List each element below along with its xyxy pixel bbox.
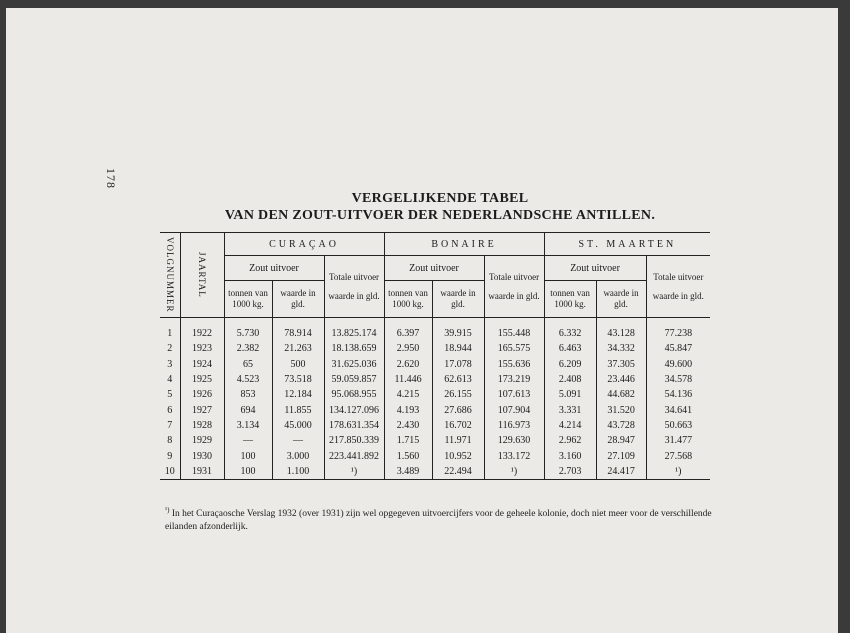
cell-cur-w: 73.518 xyxy=(272,372,324,387)
cell-cur-t: 5.730 xyxy=(224,318,272,342)
cell-cur-w: 11.855 xyxy=(272,402,324,417)
header-jaartal: JAARTAL xyxy=(180,233,224,318)
header-tonnen-curacao: tonnen van 1000 kg. xyxy=(224,281,272,318)
cell-nr: 4 xyxy=(167,374,173,386)
table-row xyxy=(160,387,710,402)
cell-bon-t: 4.215 xyxy=(384,387,432,402)
cell-stm-t: 5.091 xyxy=(544,387,596,402)
header-waarde-st-maarten: waarde in gld. xyxy=(596,281,646,318)
cell-stm-tot: 54.136 xyxy=(646,387,710,402)
cell-bon-t: 3.489 xyxy=(384,464,432,480)
cell-bon-tot: 155.636 xyxy=(484,357,544,372)
cell-bon-t: 4.193 xyxy=(384,402,432,417)
header-region-curacao: CURAÇAO xyxy=(224,233,384,256)
header-waarde-bonaire: waarde in gld. xyxy=(432,281,484,318)
cell-stm-t: 2.408 xyxy=(544,372,596,387)
header-tonnen-bonaire: tonnen van 1000 kg. xyxy=(384,281,432,318)
table-row xyxy=(160,464,710,480)
cell-cur-tot: 223.441.892 xyxy=(324,448,384,463)
cell-jaar: 1931 xyxy=(180,464,224,480)
cell-stm-t: 6.332 xyxy=(544,318,596,342)
cell-nr: 3 xyxy=(167,358,173,370)
cell-bon-tot: 107.904 xyxy=(484,402,544,417)
cell-stm-w: 23.446 xyxy=(596,372,646,387)
header-waarde-curacao: waarde in gld. xyxy=(272,281,324,318)
cell-bon-w: 22.494 xyxy=(432,464,484,480)
cell-cur-tot: 178.631.354 xyxy=(324,418,384,433)
cell-cur-w: 12.184 xyxy=(272,387,324,402)
cell-jaar: 1923 xyxy=(180,341,224,356)
cell-stm-w: 27.109 xyxy=(596,448,646,463)
cell-stm-tot: ¹) xyxy=(646,464,710,480)
cell-cur-w: 45.000 xyxy=(272,418,324,433)
cell-bon-w: 17.078 xyxy=(432,357,484,372)
header-region-bonaire: BONAIRE xyxy=(384,233,544,256)
cell-bon-w: 18.944 xyxy=(432,341,484,356)
cell-bon-t: 1.715 xyxy=(384,433,432,448)
table-body xyxy=(160,318,710,480)
cell-stm-tot: 45.847 xyxy=(646,341,710,356)
cell-bon-t: 1.560 xyxy=(384,448,432,463)
cell-stm-tot: 49.600 xyxy=(646,357,710,372)
cell-cur-t: 100 xyxy=(224,448,272,463)
header-zout-uitvoer-st-maarten: Zout uitvoer xyxy=(544,256,646,281)
header-volgnummer: VOLGNUMMER xyxy=(160,233,180,318)
table-row xyxy=(160,357,710,372)
cell-cur-t: 100 xyxy=(224,464,272,480)
cell-cur-w: 500 xyxy=(272,357,324,372)
cell-cur-t: — xyxy=(224,433,272,448)
cell-stm-w: 28.947 xyxy=(596,433,646,448)
cell-stm-w: 43.728 xyxy=(596,418,646,433)
cell-stm-t: 3.331 xyxy=(544,402,596,417)
cell-bon-tot: 129.630 xyxy=(484,433,544,448)
cell-cur-t: 3.134 xyxy=(224,418,272,433)
cell-stm-t: 3.160 xyxy=(544,448,596,463)
cell-cur-w: 3.000 xyxy=(272,448,324,463)
cell-bon-w: 27.686 xyxy=(432,402,484,417)
header-zout-uitvoer-bonaire: Zout uitvoer xyxy=(384,256,484,281)
cell-stm-w: 37.305 xyxy=(596,357,646,372)
cell-stm-tot: 77.238 xyxy=(646,318,710,342)
cell-bon-t: 2.430 xyxy=(384,418,432,433)
cell-stm-t: 2.962 xyxy=(544,433,596,448)
cell-cur-t: 853 xyxy=(224,387,272,402)
cell-stm-tot: 34.578 xyxy=(646,372,710,387)
header-region-st-maarten: ST. MAARTEN xyxy=(544,233,710,256)
cell-bon-t: 11.446 xyxy=(384,372,432,387)
cell-nr: 9 xyxy=(167,450,173,462)
cell-cur-t: 4.523 xyxy=(224,372,272,387)
cell-bon-w: 39.915 xyxy=(432,318,484,342)
cell-cur-t: 65 xyxy=(224,357,272,372)
cell-jaar: 1926 xyxy=(180,387,224,402)
cell-stm-tot: 31.477 xyxy=(646,433,710,448)
cell-stm-w: 34.332 xyxy=(596,341,646,356)
cell-stm-tot: 50.663 xyxy=(646,418,710,433)
cell-bon-tot: 173.219 xyxy=(484,372,544,387)
header-zout-uitvoer-curacao: Zout uitvoer xyxy=(224,256,324,281)
cell-bon-tot: 165.575 xyxy=(484,341,544,356)
header-totale-uitvoer-curacao: Totale uitvoer waarde in gld. xyxy=(324,256,384,318)
cell-cur-tot: ¹) xyxy=(324,464,384,480)
cell-bon-tot: ¹) xyxy=(484,464,544,480)
cell-cur-w: 1.100 xyxy=(272,464,324,480)
footnote xyxy=(165,504,713,534)
cell-jaar: 1922 xyxy=(180,318,224,342)
footnote-text: In het Curaçaosche Verslag 1932 (over 1931) zijn wel opgegeven uitvoercijfers voor de geheele kolonie, doch niet meer voor de verschillende eilanden afzonderlijk. xyxy=(165,509,712,533)
cell-stm-t: 6.463 xyxy=(544,341,596,356)
header-totale-uitvoer-st-maarten: Totale uitvoer waarde in gld. xyxy=(646,256,710,318)
cell-cur-w: 21.263 xyxy=(272,341,324,356)
cell-jaar: 1925 xyxy=(180,372,224,387)
table-row xyxy=(160,341,710,356)
cell-stm-tot: 27.568 xyxy=(646,448,710,463)
cell-cur-tot: 18.138.659 xyxy=(324,341,384,356)
cell-stm-w: 43.128 xyxy=(596,318,646,342)
page-number: 178 xyxy=(104,168,118,189)
cell-nr: 2 xyxy=(167,343,173,355)
header-tonnen-st-maarten: tonnen van 1000 kg. xyxy=(544,281,596,318)
cell-bon-w: 11.971 xyxy=(432,433,484,448)
cell-cur-t: 2.382 xyxy=(224,341,272,356)
header-totale-uitvoer-bonaire: Totale uitvoer waarde in gld. xyxy=(484,256,544,318)
cell-cur-t: 694 xyxy=(224,402,272,417)
cell-bon-w: 26.155 xyxy=(432,387,484,402)
cell-stm-t: 6.209 xyxy=(544,357,596,372)
table-row xyxy=(160,418,710,433)
table-title-line-1: VERGELIJKENDE TABEL xyxy=(351,191,529,206)
cell-stm-tot: 34.641 xyxy=(646,402,710,417)
cell-bon-t: 2.950 xyxy=(384,341,432,356)
cell-nr: 6 xyxy=(167,404,173,416)
table-row xyxy=(160,402,710,417)
cell-jaar: 1930 xyxy=(180,448,224,463)
cell-stm-t: 2.703 xyxy=(544,464,596,480)
table-title-line-2: VAN DEN ZOUT-UITVOER DER NEDERLANDSCHE ANTILLEN. xyxy=(224,208,656,223)
cell-bon-t: 6.397 xyxy=(384,318,432,342)
cell-cur-tot: 134.127.096 xyxy=(324,402,384,417)
table-row xyxy=(160,372,710,387)
cell-jaar: 1927 xyxy=(180,402,224,417)
cell-stm-w: 24.417 xyxy=(596,464,646,480)
footnote-mark: ¹) xyxy=(165,506,170,514)
cell-cur-w: 78.914 xyxy=(272,318,324,342)
cell-stm-w: 44.682 xyxy=(596,387,646,402)
cell-nr: 7 xyxy=(167,419,173,431)
cell-stm-t: 4.214 xyxy=(544,418,596,433)
table-row xyxy=(160,448,710,463)
cell-jaar: 1928 xyxy=(180,418,224,433)
cell-cur-tot: 217.850.339 xyxy=(324,433,384,448)
cell-bon-t: 2.620 xyxy=(384,357,432,372)
cell-nr: 10 xyxy=(164,465,175,477)
cell-cur-tot: 95.068.955 xyxy=(324,387,384,402)
cell-nr: 5 xyxy=(167,389,173,401)
cell-bon-tot: 116.973 xyxy=(484,418,544,433)
cell-nr: 1 xyxy=(167,328,173,340)
cell-cur-tot: 13.825.174 xyxy=(324,318,384,342)
cell-cur-tot: 31.625.036 xyxy=(324,357,384,372)
cell-jaar: 1929 xyxy=(180,433,224,448)
cell-nr: 8 xyxy=(167,435,173,447)
table-row xyxy=(160,318,710,342)
cell-bon-w: 10.952 xyxy=(432,448,484,463)
cell-bon-tot: 133.172 xyxy=(484,448,544,463)
cell-stm-w: 31.520 xyxy=(596,402,646,417)
cell-bon-tot: 155.448 xyxy=(484,318,544,342)
salt-export-table xyxy=(160,232,710,480)
cell-bon-w: 16.702 xyxy=(432,418,484,433)
cell-bon-w: 62.613 xyxy=(432,372,484,387)
table-row xyxy=(160,433,710,448)
cell-bon-tot: 107.613 xyxy=(484,387,544,402)
cell-jaar: 1924 xyxy=(180,357,224,372)
cell-cur-tot: 59.059.857 xyxy=(324,372,384,387)
cell-cur-w: — xyxy=(272,433,324,448)
